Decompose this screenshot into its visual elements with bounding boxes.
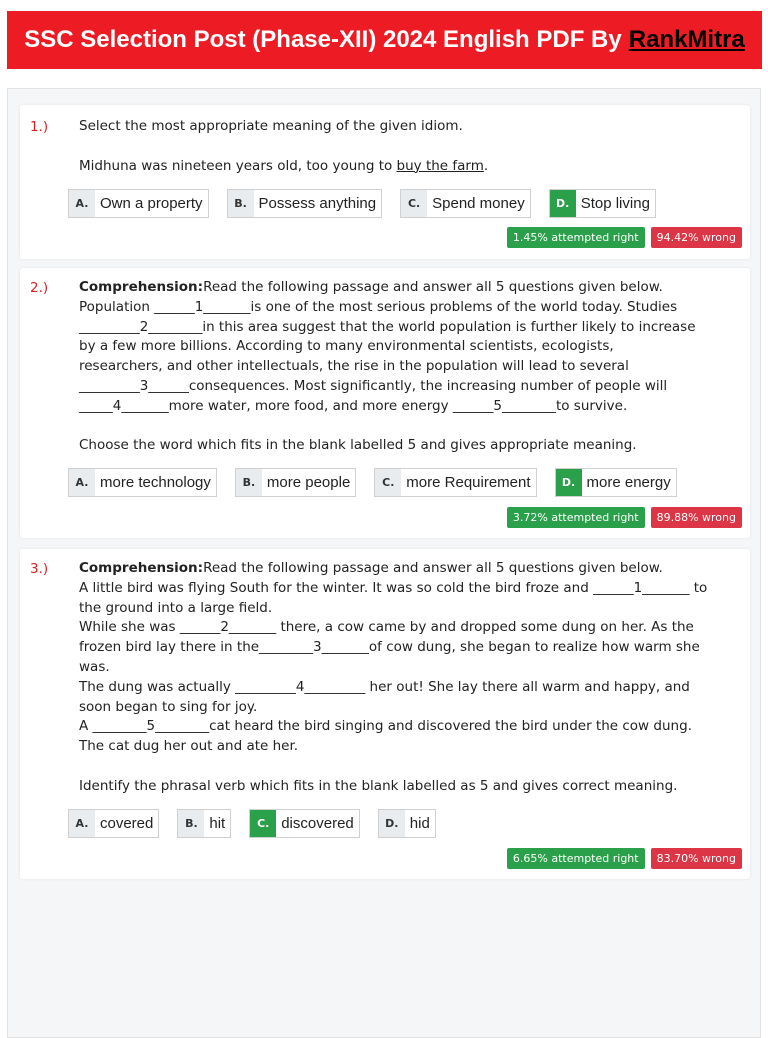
passage-line: Population ______1_______is one of the most serious problems of the world today. Studies	[79, 298, 678, 315]
option-c-correct[interactable]	[249, 809, 360, 838]
option-letter: D.	[379, 810, 405, 837]
wrong-badge: 83.70% wrong	[651, 848, 742, 869]
option-letter: D.	[550, 190, 576, 217]
answer-stats	[501, 507, 742, 528]
passage-line: The cat dug her out and ate her.	[79, 738, 299, 755]
question-number: 1.)	[30, 119, 49, 135]
option-text: more technology	[100, 474, 211, 491]
option-text: covered	[100, 815, 154, 832]
option-b[interactable]	[235, 468, 356, 497]
option-text: hit	[209, 815, 226, 832]
comprehension-label: Comprehension:	[79, 279, 204, 295]
question-list	[7, 88, 761, 1038]
comprehension-label: Comprehension:	[79, 560, 204, 576]
header-title: SSC Selection Post (Phase-XII) 2024 English PDF By	[24, 26, 622, 53]
passage-line: The dung was actually _________4_________ her out! She lay there all warm and happy, and	[79, 678, 690, 695]
question-card-2	[20, 268, 750, 538]
idiom-text: buy the farm	[396, 157, 484, 174]
sentence-end: .	[483, 157, 489, 174]
question-prompt: Identify the phrasal verb which fits in the blank labelled as 5 and gives correct meaning.	[79, 777, 678, 794]
option-b[interactable]	[177, 809, 231, 838]
attempted-right-badge: 6.65% attempted right	[507, 848, 645, 869]
option-a[interactable]	[68, 189, 209, 218]
option-letter: A.	[69, 810, 95, 837]
option-letter: D.	[556, 469, 582, 496]
option-text: more Requirement	[406, 474, 531, 491]
option-a[interactable]	[68, 809, 159, 838]
option-a[interactable]	[68, 468, 217, 497]
option-letter: A.	[69, 469, 95, 496]
option-letter: C.	[375, 469, 401, 496]
question-body	[79, 278, 739, 456]
option-letter: B.	[228, 190, 254, 217]
passage-line: _____4_______more water, more food, and more energy ______5________to survive.	[79, 397, 628, 414]
question-body	[79, 117, 739, 176]
passage-line: frozen bird lay there in the________3_______of cow dung, she began to realize how warm she	[79, 639, 700, 656]
header-banner	[7, 11, 762, 69]
passage-line: soon began to sing for joy.	[79, 698, 258, 715]
options-group	[68, 468, 695, 497]
option-d[interactable]	[378, 809, 436, 838]
answer-stats	[501, 227, 742, 248]
comprehension-intro: Read the following passage and answer all 5 questions given below.	[203, 279, 663, 295]
option-letter: C.	[401, 190, 427, 217]
option-text: Stop living	[580, 195, 650, 212]
question-prompt: Choose the word which fits in the blank labelled 5 and gives appropriate meaning.	[79, 437, 637, 454]
option-letter: B.	[236, 469, 262, 496]
question-prompt: Select the most appropriate meaning of the given idiom.	[79, 118, 463, 134]
wrong-badge: 94.42% wrong	[651, 227, 742, 248]
options-group	[68, 189, 674, 218]
option-letter: C.	[250, 810, 276, 837]
option-text: Possess anything	[258, 195, 377, 212]
option-letter: B.	[178, 810, 204, 837]
passage-line: While she was ______2_______ there, a cow came by and dropped some dung on her. As the	[79, 619, 694, 636]
comprehension-header	[79, 278, 739, 298]
passage-line: was.	[79, 658, 110, 675]
attempted-right-badge: 3.72% attempted right	[507, 507, 645, 528]
options-group	[68, 809, 454, 838]
question-card-3	[20, 549, 750, 879]
question-number: 3.)	[30, 561, 49, 577]
comprehension-header	[79, 559, 739, 579]
passage-line: A little bird was flying South for the winter. It was so cold the bird froze and ______1_______ to	[79, 579, 708, 596]
option-d-correct[interactable]	[549, 189, 656, 218]
option-c[interactable]	[400, 189, 531, 218]
option-text: more people	[266, 474, 351, 491]
option-text: discovered	[281, 815, 354, 832]
passage-line: the ground into a large field.	[79, 599, 273, 616]
passage-line: _________3______consequences. Most significantly, the increasing number of people will	[79, 377, 668, 394]
option-c[interactable]	[374, 468, 536, 497]
question-sentence	[79, 157, 739, 177]
answer-stats	[501, 848, 742, 869]
attempted-right-badge: 1.45% attempted right	[507, 227, 645, 248]
option-d-correct[interactable]	[555, 468, 677, 497]
option-text: hid	[409, 815, 430, 832]
passage-line: A ________5________cat heard the bird singing and discovered the bird under the cow dung.	[79, 718, 692, 735]
brand-link[interactable]: RankMitra	[628, 26, 745, 53]
option-text: more energy	[586, 474, 671, 491]
question-number: 2.)	[30, 280, 49, 296]
passage-line: _________2________in this area suggest that the world population is further likely to increase	[79, 318, 696, 335]
passage-line: researchers, and other intellectuals, the rise in the population will lead to several	[79, 358, 629, 375]
comprehension-intro: Read the following passage and answer all 5 questions given below.	[203, 560, 663, 576]
sentence-text: Midhuna was nineteen years old, too young to	[79, 157, 397, 174]
option-text: Own a property	[100, 195, 203, 212]
question-card-1	[20, 105, 750, 259]
question-body	[79, 559, 739, 797]
wrong-badge: 89.88% wrong	[651, 507, 742, 528]
option-letter: A.	[69, 190, 95, 217]
option-text: Spend money	[432, 195, 525, 212]
passage-line: by a few more billions. According to many environmental scientists, ecologists,	[79, 338, 614, 355]
option-b[interactable]	[227, 189, 383, 218]
